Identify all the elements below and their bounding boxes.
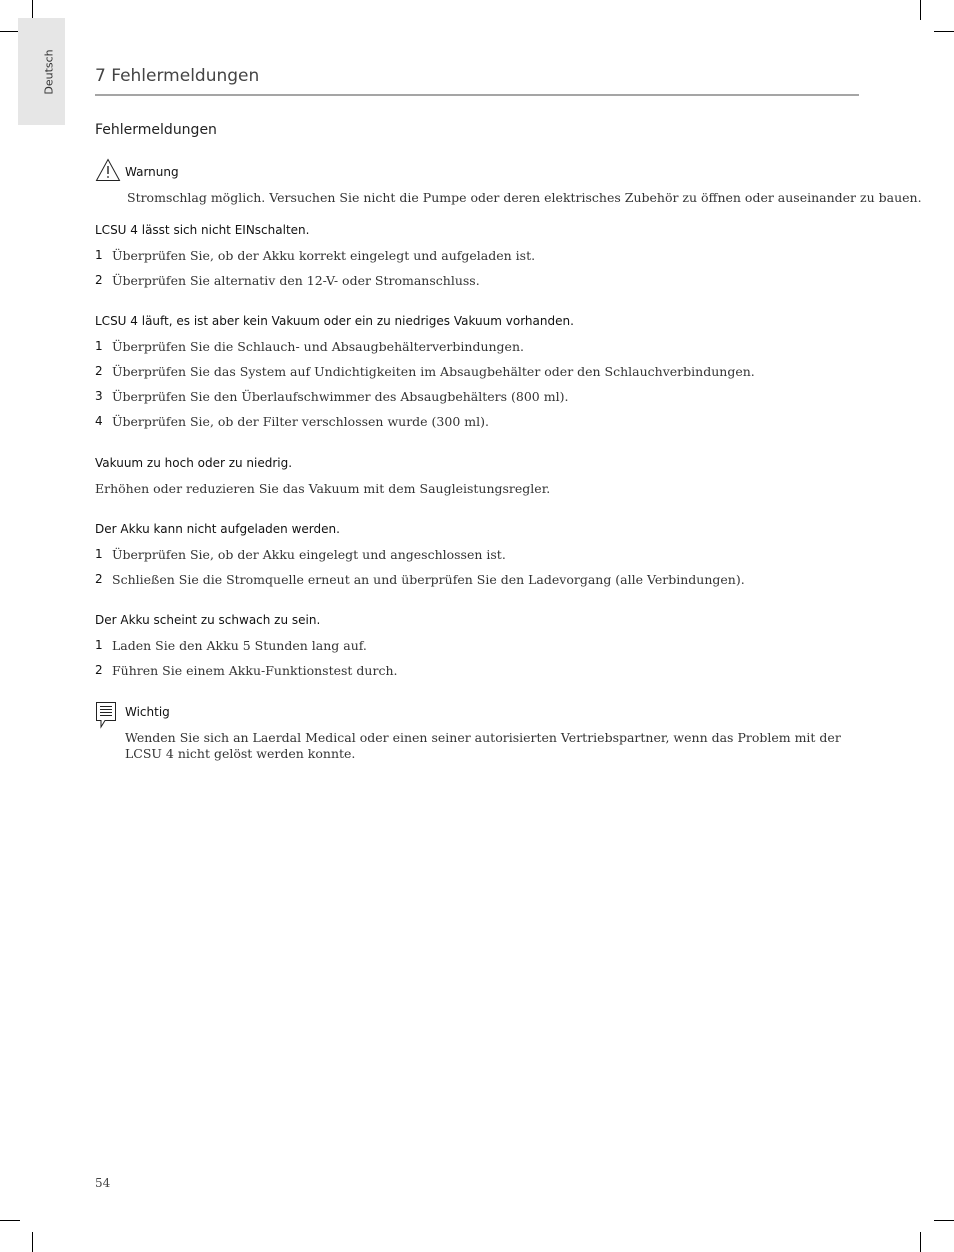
important-label: Wichtig xyxy=(125,705,170,719)
language-tab xyxy=(18,18,65,125)
warning-triangle-icon xyxy=(95,158,121,182)
warning-label: Warnung xyxy=(125,165,179,179)
problem-title: Der Akku scheint zu schwach zu sein. xyxy=(95,613,321,627)
step-number: 2 xyxy=(95,273,103,287)
crop-mark xyxy=(934,31,954,32)
step-text: Schließen Sie die Stromquelle erneut an und überprüfen Sie den Ladevorgang (alle Verbindungen). xyxy=(112,572,745,587)
step-number: 1 xyxy=(95,248,103,262)
step-number: 3 xyxy=(95,389,103,403)
note-document-icon xyxy=(95,701,119,729)
problem-title: LCSU 4 läuft, es ist aber kein Vakuum oder ein zu niedriges Vakuum vorhanden. xyxy=(95,314,574,328)
step-number: 2 xyxy=(95,663,103,677)
crop-mark xyxy=(0,31,20,32)
crop-mark xyxy=(32,1232,33,1252)
header-rule xyxy=(95,94,859,96)
step-text: Überprüfen Sie die Schlauch- und Absaugbehälterverbindungen. xyxy=(112,339,524,354)
crop-mark xyxy=(32,0,33,20)
step-text: Überprüfen Sie das System auf Undichtigkeiten im Absaugbehälter oder den Schlauchverbindungen. xyxy=(112,364,755,379)
step-text: Überprüfen Sie, ob der Filter verschlossen wurde (300 ml). xyxy=(112,414,489,429)
crop-mark xyxy=(0,1220,20,1221)
step-number: 1 xyxy=(95,339,103,353)
crop-mark xyxy=(934,1220,954,1221)
step-number: 4 xyxy=(95,414,103,428)
warning-text: Stromschlag möglich. Versuchen Sie nicht die Pumpe oder deren elektrisches Zubehör zu öffnen oder auseinander zu bauen. xyxy=(127,190,922,205)
step-number: 1 xyxy=(95,638,103,652)
step-text: Überprüfen Sie alternativ den 12-V- oder Stromanschluss. xyxy=(112,273,480,288)
problem-title: LCSU 4 lässt sich nicht EINschalten. xyxy=(95,223,310,237)
language-label: Deutsch xyxy=(42,49,56,95)
step-text: Überprüfen Sie, ob der Akku eingelegt und angeschlossen ist. xyxy=(112,547,506,562)
problem-title: Vakuum zu hoch oder zu niedrig. xyxy=(95,456,293,470)
page-number: 54 xyxy=(95,1176,111,1190)
step-number: 1 xyxy=(95,547,103,561)
crop-mark xyxy=(920,1232,921,1252)
step-text: Führen Sie einem Akku-Funktionstest durch. xyxy=(112,663,398,678)
step-number: 2 xyxy=(95,364,103,378)
crop-mark xyxy=(920,0,921,20)
chapter-title: 7 Fehlermeldungen xyxy=(95,66,260,86)
problem-title: Der Akku kann nicht aufgeladen werden. xyxy=(95,522,340,536)
section-title: Fehlermeldungen xyxy=(95,122,217,138)
step-text: Laden Sie den Akku 5 Stunden lang auf. xyxy=(112,638,367,653)
step-text: Überprüfen Sie, ob der Akku korrekt eingelegt und aufgeladen ist. xyxy=(112,248,536,263)
problem-paragraph: Erhöhen oder reduzieren Sie das Vakuum mit dem Saugleistungsregler. xyxy=(95,481,551,496)
important-text: Wenden Sie sich an Laerdal Medical oder einen seiner autorisierten Vertriebspartner, wenn das Problem mit der LCSU 4 nicht gelöst werden konnte. xyxy=(125,730,841,761)
step-text: Überprüfen Sie den Überlaufschwimmer des Absaugbehälters (800 ml). xyxy=(112,389,569,404)
step-number: 2 xyxy=(95,572,103,586)
